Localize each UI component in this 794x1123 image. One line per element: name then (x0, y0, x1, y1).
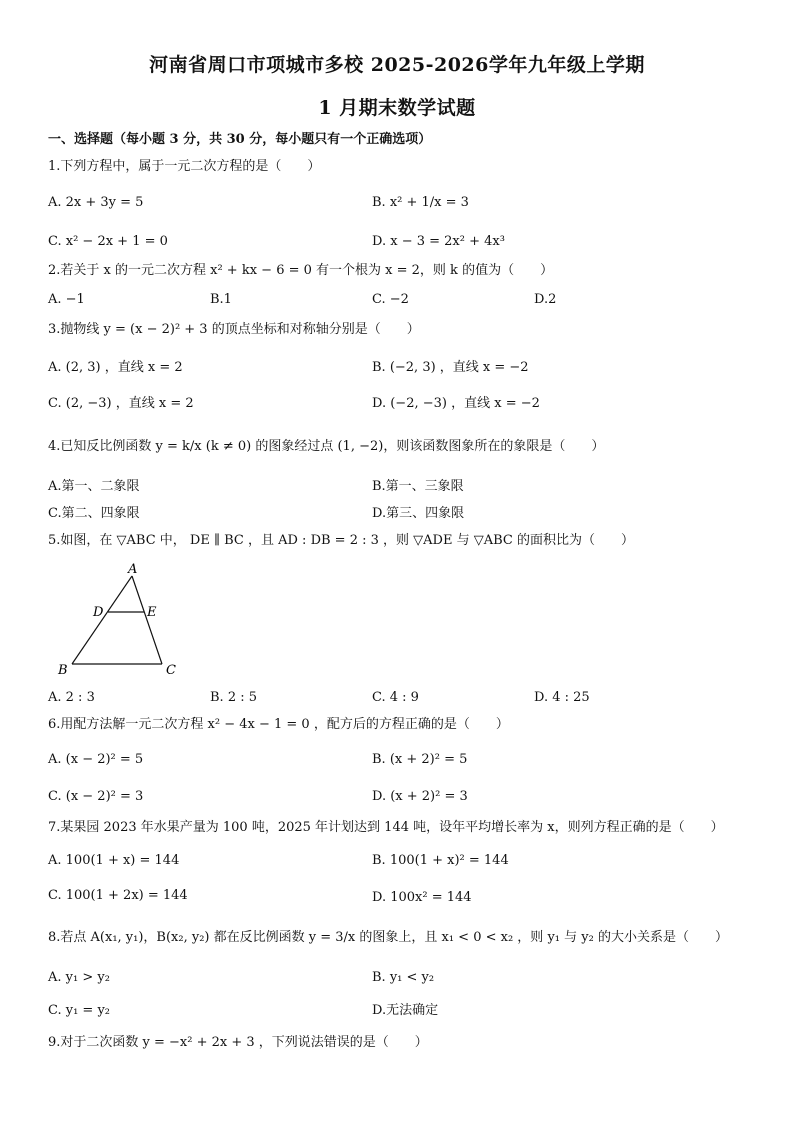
side-ac (132, 576, 162, 664)
option-c: C. −2 (372, 292, 409, 307)
option-b: B. 100(1 + x)² = 144 (372, 853, 509, 868)
question-stem: 7.某果园 2023 年水果产量为 100 吨，2025 年计划达到 144 吨，设年平均增长率为 x，则列方程正确的是（ ） (48, 820, 724, 835)
option-c: C. (x − 2)² = 3 (48, 789, 144, 804)
option-a: A. 2x + 3y = 5 (48, 195, 144, 210)
question-stem: 3.抛物线 y = (x − 2)² + 3 的顶点坐标和对称轴分别是（ ） (48, 322, 420, 337)
side-ab (72, 576, 132, 664)
option-b: B.第一、三象限 (372, 479, 464, 494)
option-d: D. (x + 2)² = 3 (372, 789, 468, 804)
option-c: C. 4 : 9 (372, 690, 419, 705)
question-stem: 5.如图，在 ▽ABC 中， DE ∥ BC ，且 AD : DB = 2 : 3 ，则 ▽ADE 与 ▽ABC 的面积比为（ ） (48, 533, 634, 548)
option-c: C.第二、四象限 (48, 506, 140, 521)
option-d: D.无法确定 (372, 1003, 439, 1018)
question-stem: 6.用配方法解一元二次方程 x² − 4x − 1 = 0 ，配方后的方程正确的是（ ） (48, 717, 509, 732)
option-c: C. y₁ = y₂ (48, 1003, 111, 1018)
option-a: A. (2, 3) ，直线 x = 2 (48, 360, 183, 375)
option-b: B. 2 : 5 (210, 690, 258, 705)
option-b: B. y₁ < y₂ (372, 970, 435, 985)
label-d: D (93, 605, 104, 620)
question-stem: 1.下列方程中，属于一元二次方程的是（ ） (48, 159, 321, 174)
page-title: 河南省周口市项城市多校 2025-2026学年九年级上学期 (149, 54, 645, 76)
label-e: E (147, 605, 157, 620)
option-a: A. 2 : 3 (48, 690, 95, 705)
option-b: B.1 (210, 292, 232, 307)
option-d: D.第三、四象限 (372, 506, 465, 521)
option-a: A. 100(1 + x) = 144 (48, 853, 180, 868)
option-b: B. x² + 1/x = 3 (372, 195, 469, 210)
option-b: B. (x + 2)² = 5 (372, 752, 468, 767)
option-a: A. y₁ > y₂ (48, 970, 110, 985)
section-heading: 一、选择题（每小题 3 分，共 30 分，每小题只有一个正确选项） (48, 132, 432, 147)
option-a: A. −1 (48, 292, 85, 307)
label-c: C (166, 663, 176, 678)
option-c: C. (2, −3) ，直线 x = 2 (48, 396, 194, 411)
option-c: C. 100(1 + 2x) = 144 (48, 888, 188, 903)
option-a: A. (x − 2)² = 5 (48, 752, 144, 767)
question-stem: 2.若关于 x 的一元二次方程 x² + kx − 6 = 0 有一个根为 x = 2，则 k 的值为（ ） (48, 263, 554, 278)
option-c: C. x² − 2x + 1 = 0 (48, 234, 168, 249)
question-stem: 4.已知反比例函数 y = k/x (k ≠ 0) 的图象经过点 (1, −2)，则该函数图象所在的象限是（ ） (48, 439, 605, 454)
page-subtitle: 1 月期末数学试题 (318, 97, 476, 119)
option-a: A.第一、二象限 (48, 479, 140, 494)
triangle-figure (55, 560, 195, 680)
option-d: D. (−2, −3) ，直线 x = −2 (372, 396, 540, 411)
option-b: B. (−2, 3) ，直线 x = −2 (372, 360, 529, 375)
question-stem: 9.对于二次函数 y = −x² + 2x + 3 ，下列说法错误的是（ ） (48, 1035, 428, 1050)
option-d: D. 4 : 25 (534, 690, 590, 705)
option-d: D. x − 3 = 2x² + 4x³ (372, 234, 505, 249)
label-b: B (58, 663, 68, 678)
option-d: D. 100x² = 144 (372, 890, 472, 905)
question-stem: 8.若点 A(x₁, y₁)，B(x₂, y₂) 都在反比例函数 y = 3/x 的图象上，且 x₁ < 0 < x₂ ，则 y₁ 与 y₂ 的大小关系是（ ） (48, 930, 728, 945)
label-a: A (128, 562, 138, 577)
option-d: D.2 (534, 292, 557, 307)
